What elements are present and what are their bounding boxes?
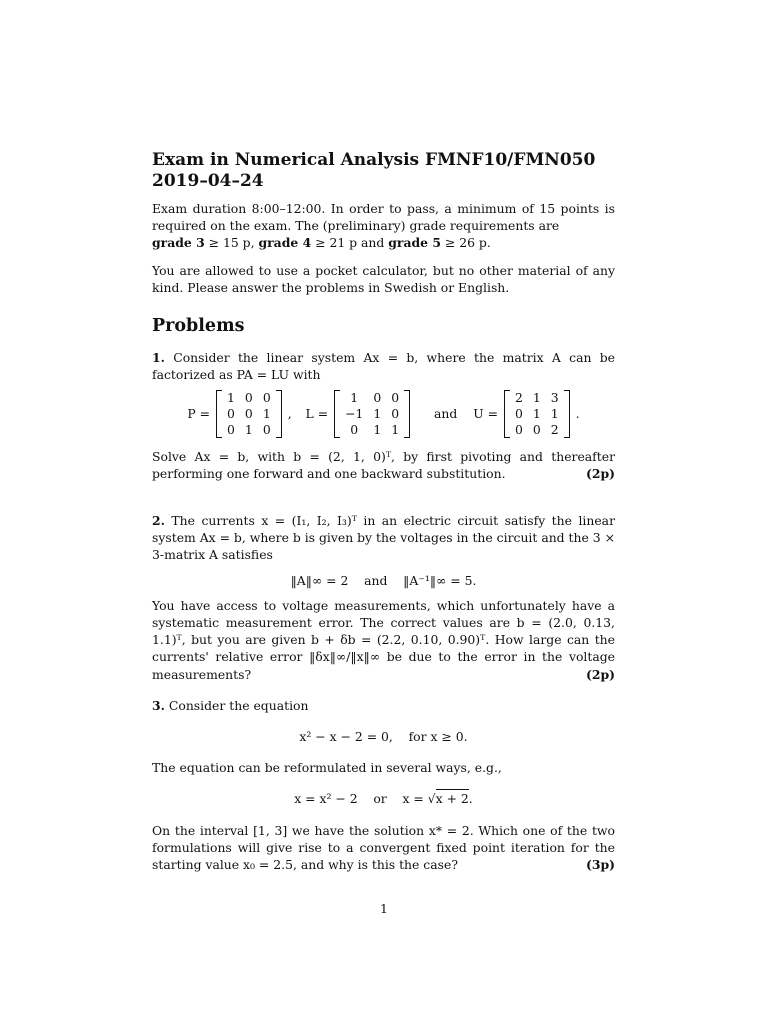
exam-page (152, 150, 615, 873)
matrix-l-entry: 1 (350, 389, 359, 405)
matrix-p-entry: 1 (262, 405, 271, 421)
problem-3-mid: The equation can be reformulated in several ways, e.g., (152, 760, 502, 776)
problem-2-intro: The currents x = (I₁, I₂, I₃)ᵀ in an electric circuit satisfy the linear system Ax = b, where b is given by the voltages in the circuit and the 3 × 3-matrix A satisfies (152, 513, 615, 563)
grade-5-req: ≥ 26 p. (440, 235, 491, 251)
matrix-u-table (510, 390, 564, 438)
matrix-l-entry: 1 (373, 405, 382, 421)
matrix-u-entry: 1 (550, 405, 559, 421)
matrix-u-entry: 0 (532, 421, 541, 437)
matrix-p-table (222, 390, 276, 438)
problem-3-intro: Consider the equation (164, 697, 309, 713)
matrix-l-label: L = (305, 406, 329, 422)
page-number: 1 (380, 901, 388, 916)
matrix-l-entry: 1 (391, 421, 400, 437)
problem-1-task: Solve Ax = b, with b = (2, 1, 0)ᵀ, by first pivoting and thereafter performing one forward and one backward substitution. (152, 448, 615, 481)
problem-1-matrices: P = 1 0 0 0 0 1 0 1 0 , L = 1 0 0 −1 1 0 0 1 1 and U = 2 1 3 0 1 1 0 0 2 . (187, 389, 580, 437)
problem-2-equation: ‖A‖∞ = 2 and ‖A⁻¹‖∞ = 5. (290, 572, 477, 588)
matrix-u-entry: 3 (550, 389, 559, 405)
title-line-2: 2019–04–24 (152, 171, 264, 191)
matrix-p-entry: 0 (262, 389, 271, 405)
problem-3 (152, 697, 615, 873)
rules-paragraph: You are allowed to use a pocket calculator, but no other material of any kind. Please answer the problems in Swedish or English. (152, 262, 615, 295)
matrix-p-entry: 1 (227, 389, 235, 405)
problem-2 (152, 512, 615, 683)
matrix-p (216, 390, 282, 438)
problem-1 (152, 349, 615, 482)
matrix-l (334, 390, 410, 438)
grade-3-label: grade 3 (152, 235, 205, 251)
matrix-p-entry: 0 (227, 421, 235, 437)
matrix-p-entry: 0 (244, 389, 253, 405)
matrix-u (504, 390, 570, 438)
section-title: Problems (152, 316, 245, 337)
matrix-u-entry: 2 (515, 389, 523, 405)
problem-3-points: (3p) (585, 857, 615, 873)
matrix-l-entry: 0 (391, 389, 400, 405)
matrix-p-entry: 1 (244, 421, 253, 437)
matrix-u-label: U = (473, 406, 498, 422)
matrix-p-entry: 0 (244, 405, 253, 421)
eq2-sqrt-arg: x + 2 (435, 791, 469, 807)
problem-3-equation-2: x = x² − 2 or x = √x + 2. (294, 791, 473, 807)
matrix-u-entry: 0 (515, 421, 523, 437)
problem-1-number: 1. (152, 350, 165, 366)
intro-paragraph (152, 200, 615, 252)
matrix-l-entry: 0 (391, 405, 400, 421)
matrix-u-entry: 2 (550, 421, 559, 437)
matrix-p-entry: 0 (262, 421, 271, 437)
eq2-end: . (468, 791, 473, 807)
matrix-l-table (340, 390, 404, 438)
matrix-l-entry: −1 (345, 405, 364, 421)
title-line-1: Exam in Numerical Analysis FMNF10/FMN050 (152, 150, 596, 170)
matrix-u-entry: 1 (532, 405, 541, 421)
problem-1-intro: Consider the linear system Ax = b, where the matrix A can be factorized as PA = LU with (152, 350, 615, 383)
problem-1-points: (2p) (585, 465, 615, 481)
matrix-l-entry: 1 (373, 421, 382, 437)
problem-2-task: You have access to voltage measurements, which unfortunately have a systematic measurement error. The correct values are b = (2.0, 0.13, 1.1)ᵀ, but you are given b + δb = (2.2, 0.10, 0.90)ᵀ. How large can the currents' relative error ‖δx‖∞/‖x‖∞ be due to the error in the voltage measurements? (152, 597, 615, 682)
problem-3-number: 3. (152, 697, 165, 713)
matrix-u-entry: 1 (532, 389, 541, 405)
grade-4-req: ≥ 21 p and (311, 235, 389, 251)
problem-2-points: (2p) (585, 666, 615, 682)
matrix-u-entry: 0 (515, 405, 523, 421)
matrix-l-entry: 0 (373, 389, 382, 405)
grade-5-label: grade 5 (388, 235, 441, 251)
eq2-text: x = x² − 2 or x = (294, 791, 428, 807)
problem-2-number: 2. (152, 513, 165, 529)
matrix-p-entry: 0 (227, 405, 235, 421)
matrix-p-label: P = (187, 406, 211, 422)
matrix-l-entry: 0 (350, 421, 359, 437)
problem-3-task: On the interval [1, 3] we have the solution x* = 2. Which one of the two formulations will give rise to a convergent fixed point iteration for the starting value x₀ = 2.5, and why is this the case? (152, 822, 615, 873)
exam-title (152, 150, 615, 192)
grade-4-label: grade 4 (258, 235, 312, 251)
and-text: and (433, 406, 458, 422)
problem-3-equation-1: x² − x − 2 = 0, for x ≥ 0. (299, 729, 468, 745)
grade-3-req: ≥ 15 p, (204, 235, 259, 251)
intro-text: Exam duration 8:00–12:00. In order to pass, a minimum of 15 points is required on the exam. The (preliminary) grade requirements are (152, 201, 615, 234)
